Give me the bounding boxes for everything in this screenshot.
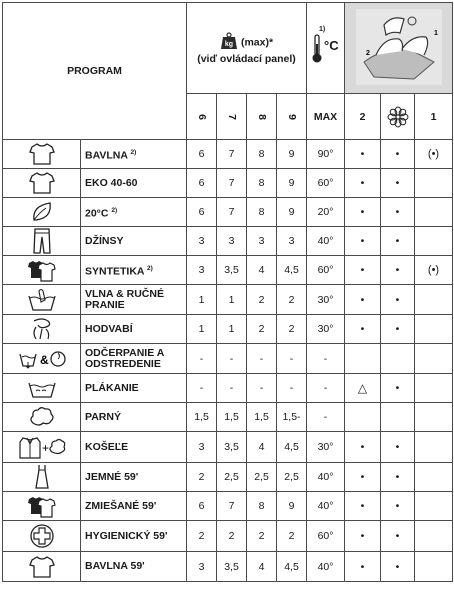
capacity-6-cell: 2 [187, 463, 217, 492]
program-row [3, 285, 453, 315]
capacity-8-cell: 8 [247, 169, 277, 198]
capacity-9-cell: 4,5 [277, 256, 307, 285]
svg-text:2: 2 [365, 49, 370, 57]
steam-icon [3, 405, 80, 429]
capacity-6-cell: 6 [187, 492, 217, 521]
compartment-2-cell: • [345, 140, 381, 169]
capacity-6-cell: 2 [187, 521, 217, 552]
program-header: PROGRAM [3, 3, 187, 140]
svg-text:&: & [39, 352, 49, 367]
max-temp-cell: 40° [307, 227, 345, 256]
max-temp-cell: - [307, 344, 345, 374]
softener-cell: • [381, 492, 415, 521]
program-row [3, 344, 453, 374]
capacity-6-header: 6 [187, 94, 217, 140]
compartment-1-cell [415, 344, 453, 374]
compartment-1-cell [415, 374, 453, 403]
softener-cell: • [381, 140, 415, 169]
delicate-dress-icon [3, 464, 80, 490]
capacity-9-cell: 2 [277, 315, 307, 344]
capacity-7-cell: 2,5 [217, 463, 247, 492]
load-sub-label: (viď ovládací panel) [197, 52, 296, 65]
compartment-2-cell: • [345, 198, 381, 227]
capacity-8-cell: 1,5 [247, 403, 277, 432]
compartment-2-cell: • [345, 285, 381, 315]
softener-cell: • [381, 463, 415, 492]
cotton-59-tshirt-icon [3, 555, 80, 579]
capacity-8-cell: 4 [247, 432, 277, 463]
program-row [3, 256, 453, 285]
program-row [3, 552, 453, 582]
compartment-1-header: 1 [415, 94, 453, 140]
capacity-6-cell: 3 [187, 227, 217, 256]
program-table [2, 2, 453, 582]
capacity-9-cell: 2,5 [277, 463, 307, 492]
capacity-8-cell: 4 [247, 256, 277, 285]
capacity-9-cell: 2 [277, 521, 307, 552]
program-name: EKO 40-60 [81, 169, 187, 198]
silk-icon [3, 317, 80, 341]
capacity-6-cell: 3 [187, 432, 217, 463]
program-name: BAVLNA $^{2)}$ [81, 140, 187, 169]
detergent-drawer-icon [354, 7, 444, 87]
compartment-2-cell: • [345, 521, 381, 552]
capacity-8-cell: - [247, 344, 277, 374]
synthetic-shirts-icon [3, 258, 80, 282]
flower-softener-icon [387, 106, 409, 128]
svg-text:kg: kg [224, 40, 234, 48]
capacity-8-cell: 2 [247, 315, 277, 344]
max-temp-cell: 40° [307, 492, 345, 521]
softener-cell: • [381, 374, 415, 403]
load-header [187, 3, 307, 94]
compartment-2-cell [345, 403, 381, 432]
footnote-marker: 2) [130, 148, 137, 156]
compartment-1-cell [415, 403, 453, 432]
softener-cell: • [381, 552, 415, 582]
capacity-7-cell: - [217, 344, 247, 374]
capacity-7-cell: 1,5 [217, 403, 247, 432]
softener-cell: • [381, 227, 415, 256]
program-row [3, 521, 453, 552]
wool-handwash-icon [3, 288, 80, 312]
program-row [3, 315, 453, 344]
drain-spin-icon [3, 348, 80, 370]
capacity-7-cell: 3,5 [217, 552, 247, 582]
compartment-1-cell [415, 285, 453, 315]
max-temp-cell: - [307, 403, 345, 432]
program-row [3, 403, 453, 432]
capacity-7-cell: 1 [217, 315, 247, 344]
capacity-7-cell: - [217, 374, 247, 403]
compartment-1-cell [415, 552, 453, 582]
capacity-9-cell: - [277, 344, 307, 374]
program-row [3, 463, 453, 492]
capacity-6-cell: - [187, 374, 217, 403]
cotton-tshirt-icon [3, 142, 80, 166]
max-temp-cell: 60° [307, 521, 345, 552]
max-temp-cell: - [307, 374, 345, 403]
program-row [3, 227, 453, 256]
softener-cell: • [381, 169, 415, 198]
program-name: 20°C $^{2)}$ [81, 198, 187, 227]
compartment-2-cell: • [345, 227, 381, 256]
compartment-1-cell [415, 227, 453, 256]
capacity-9-header: 9 [277, 94, 307, 140]
footnote-marker: 2) [111, 206, 118, 214]
program-row [3, 198, 453, 227]
capacity-8-cell: - [247, 374, 277, 403]
compartment-2-cell: • [345, 492, 381, 521]
compartment-1-cell [415, 521, 453, 552]
capacity-7-cell: 7 [217, 169, 247, 198]
compartment-2-header: 2 [345, 94, 381, 140]
capacity-6-cell: 1 [187, 315, 217, 344]
capacity-9-cell: 4,5 [277, 432, 307, 463]
temp-note: 1) [319, 26, 326, 33]
compartment-1-cell [415, 198, 453, 227]
max-temp-cell: 60° [307, 169, 345, 198]
capacity-7-cell: 1 [217, 285, 247, 315]
capacity-7-cell: 2 [217, 521, 247, 552]
program-row [3, 140, 453, 169]
capacity-8-cell: 8 [247, 492, 277, 521]
max-temp-cell: 60° [307, 256, 345, 285]
temperature-header [307, 3, 345, 94]
max-temp-header: MAX [307, 94, 345, 140]
capacity-9-cell: 9 [277, 492, 307, 521]
program-row [3, 432, 453, 463]
capacity-8-cell: 8 [247, 198, 277, 227]
compartment-1-cell: (•) [415, 140, 453, 169]
softener-cell: • [381, 315, 415, 344]
capacity-7-cell: 7 [217, 140, 247, 169]
capacity-7-cell: 7 [217, 198, 247, 227]
program-name: HYGIENICKÝ 59' [81, 521, 187, 552]
hygiene-icon [3, 523, 80, 549]
capacity-8-cell: 3 [247, 227, 277, 256]
compartment-2-cell: • [345, 432, 381, 463]
capacity-6-cell: 1,5 [187, 403, 217, 432]
capacity-6-cell: 6 [187, 140, 217, 169]
max-temp-cell: 20° [307, 198, 345, 227]
compartment-2-cell: • [345, 169, 381, 198]
program-name: VLNA & RUČNÉ PRANIE [81, 285, 187, 315]
program-name: PLÁKANIE [81, 374, 187, 403]
program-name: SYNTETIKA $^{2)}$ [81, 256, 187, 285]
program-row [3, 169, 453, 198]
compartment-2-cell: • [345, 315, 381, 344]
mixed-shirts-icon [3, 494, 80, 518]
capacity-9-cell: 9 [277, 169, 307, 198]
softener-cell: • [381, 521, 415, 552]
capacity-9-cell: 9 [277, 198, 307, 227]
weight-kg-icon [220, 32, 238, 53]
capacity-9-cell: 4,5 [277, 552, 307, 582]
jeans-icon [3, 228, 80, 254]
capacity-8-cell: 2,5 [247, 463, 277, 492]
max-temp-cell: 30° [307, 315, 345, 344]
detergent-dispenser-header [345, 3, 453, 94]
capacity-7-cell: 3,5 [217, 256, 247, 285]
softener-cell: • [381, 198, 415, 227]
compartment-1-cell [415, 492, 453, 521]
softener-cell: • [381, 256, 415, 285]
max-temp-cell: 30° [307, 285, 345, 315]
softener-compartment-header [381, 94, 415, 140]
max-temp-cell: 90° [307, 140, 345, 169]
softener-cell [381, 403, 415, 432]
capacity-9-cell: - [277, 374, 307, 403]
capacity-8-cell: 2 [247, 285, 277, 315]
program-row [3, 374, 453, 403]
capacity-8-cell: 4 [247, 552, 277, 582]
compartment-1-cell [415, 169, 453, 198]
compartment-2-cell: △ [345, 374, 381, 403]
capacity-9-cell: 3 [277, 227, 307, 256]
capacity-7-cell: 3 [217, 227, 247, 256]
temp-unit: °C [324, 38, 339, 53]
program-name: BAVLNA 59' [81, 552, 187, 582]
compartment-2-cell: • [345, 552, 381, 582]
capacity-9-cell: 1,5- [277, 403, 307, 432]
shirts-icon [3, 434, 80, 460]
eco-tshirt-icon [3, 171, 80, 195]
capacity-6-cell: 3 [187, 552, 217, 582]
capacity-6-cell: 3 [187, 256, 217, 285]
softener-cell [381, 344, 415, 374]
capacity-6-cell: 1 [187, 285, 217, 315]
program-name: HODVABÍ [81, 315, 187, 344]
compartment-1-cell [415, 432, 453, 463]
program-name: ZMIEŠANÉ 59' [81, 492, 187, 521]
compartment-1-cell [415, 463, 453, 492]
capacity-7-cell: 7 [217, 492, 247, 521]
load-max-label: (max)* [240, 35, 274, 48]
footnote-marker: 2) [147, 264, 153, 272]
max-temp-cell: 30° [307, 432, 345, 463]
svg-text:1: 1 [433, 29, 438, 37]
compartment-2-cell: • [345, 256, 381, 285]
capacity-8-header: 8 [247, 94, 277, 140]
capacity-6-cell: 6 [187, 198, 217, 227]
leaf-icon [3, 200, 80, 224]
softener-cell: • [381, 432, 415, 463]
compartment-2-cell [345, 344, 381, 374]
capacity-7-header: 7 [217, 94, 247, 140]
program-name: JEMNÉ 59' [81, 463, 187, 492]
thermometer-icon [311, 34, 323, 64]
compartment-1-cell: (•) [415, 256, 453, 285]
capacity-9-cell: 9 [277, 140, 307, 169]
max-temp-cell: 40° [307, 463, 345, 492]
capacity-8-cell: 2 [247, 521, 277, 552]
program-name: DŽÍNSY [81, 227, 187, 256]
softener-cell: • [381, 285, 415, 315]
rinse-icon [3, 377, 80, 399]
capacity-9-cell: 2 [277, 285, 307, 315]
compartment-1-cell [415, 315, 453, 344]
program-name: KOŠEĽE [81, 432, 187, 463]
max-temp-cell: 40° [307, 552, 345, 582]
svg-text:+: + [41, 441, 49, 455]
program-name: PARNÝ [81, 403, 187, 432]
compartment-2-cell: • [345, 463, 381, 492]
program-name: ODČERPANIE A ODSTREDENIE [81, 344, 187, 374]
capacity-6-cell: - [187, 344, 217, 374]
program-row [3, 492, 453, 521]
capacity-6-cell: 6 [187, 169, 217, 198]
capacity-7-cell: 3,5 [217, 432, 247, 463]
capacity-8-cell: 8 [247, 140, 277, 169]
